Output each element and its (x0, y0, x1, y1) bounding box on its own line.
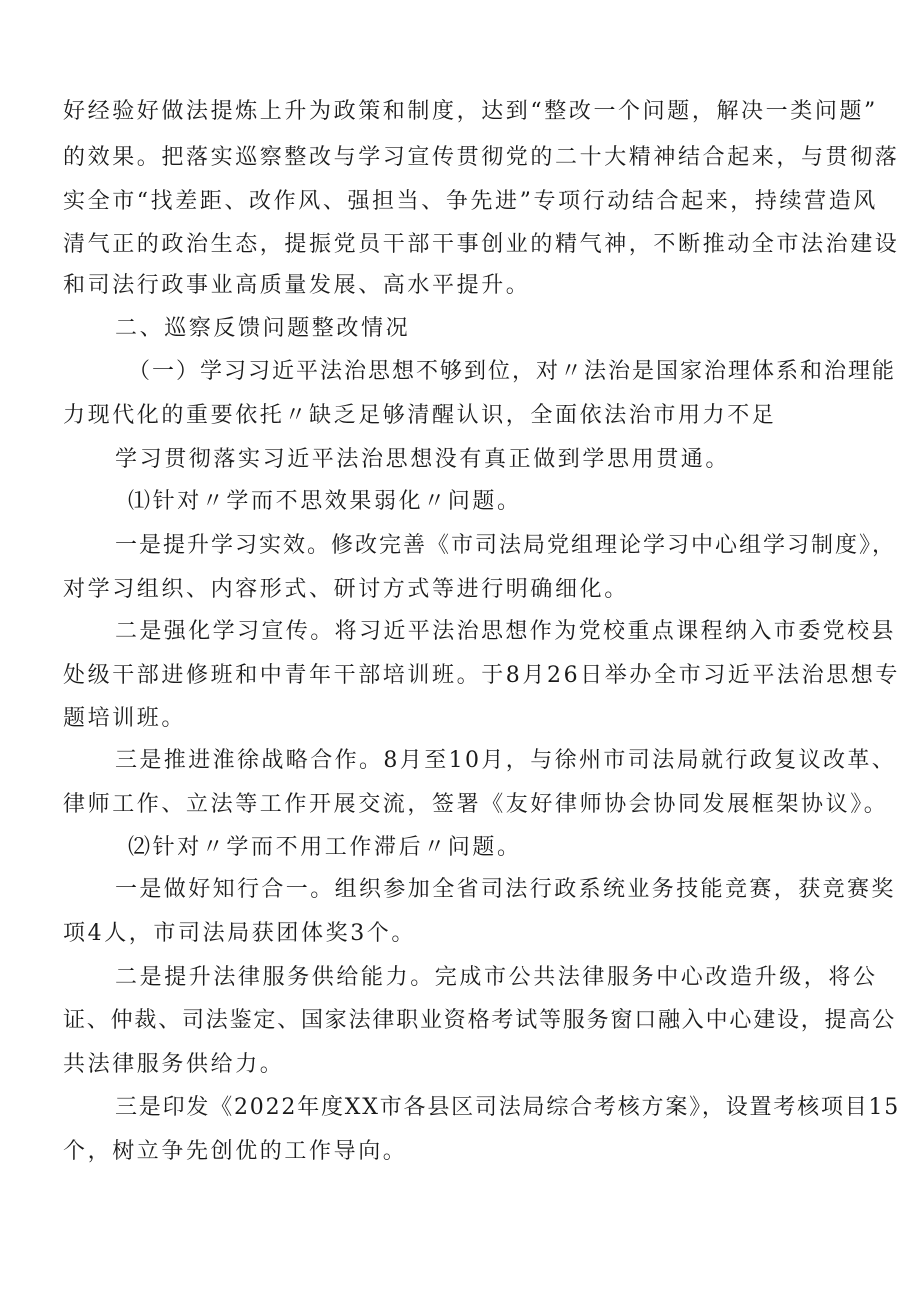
item-heading: ⑴针对〃学而不思效果弱化〃问题。 (128, 489, 522, 514)
paragraph-line: 律师工作、立法等工作开展交流，签署《友好律师协会协同发展框架协议》。 (63, 792, 889, 817)
paragraph-line: 实全市“找差距、改作风、强担当、争先进”专项行动结合起来，持续营造风 (63, 189, 878, 214)
paragraph-line: 对学习组织、内容形式、研讨方式等进行明确细化。 (63, 577, 629, 602)
paragraph-line: 的效果。把落实巡察整改与学习宣传贯彻党的二十大精神结合起来，与贯彻落 (63, 145, 900, 170)
paragraph-line: 清气正的政治生态，提振党员干部干事创业的精气神，不断推动全市法治建设 (63, 232, 900, 257)
subsection-heading: 力现代化的重要依托〃缺乏足够清醒认识，全面依法治市用力不足 (63, 403, 777, 428)
item-heading: ⑵针对〃学而不用工作滞后〃问题。 (128, 835, 522, 860)
paragraph-line: 好经验好做法提炼上升为政策和制度，达到“整改一个问题，解决一类问题” (63, 99, 878, 124)
paragraph-line: 三是推进淮徐战略合作。8月至10月，与徐州市司法局就行政复议改革、 (115, 748, 897, 773)
paragraph-line: 和司法行政事业高质量发展、高水平提升。 (63, 273, 531, 298)
paragraph-line: 处级干部进修班和中青年干部培训班。于8月26日举办全市习近平法治思想专 (63, 663, 900, 688)
paragraph-line: 一是做好知行合一。组织参加全省司法行政系统业务技能竞赛，获竞赛奖 (115, 877, 896, 902)
paragraph-line: 共法律服务供给力。 (63, 1052, 285, 1077)
section-heading: 二、巡察反馈问题整改情况 (115, 316, 411, 341)
paragraph-line: 题培训班。 (63, 706, 187, 731)
paragraph-line: 二是提升法律服务供给能力。完成市公共法律服务中心改造升级，将公 (115, 965, 878, 990)
paragraph-line: 学习贯彻落实习近平法治思想没有真正做到学思用贯通。 (115, 447, 731, 472)
paragraph-line: 证、仲裁、司法鉴定、国家法律职业资格考试等服务窗口融入中心建设，提高公 (63, 1008, 897, 1033)
paragraph-line: 三是印发《2022年度XX市各县区司法局综合考核方案》，设置考核项目15 (115, 1095, 901, 1120)
paragraph-line: 个，树立争先创优的工作导向。 (63, 1139, 408, 1164)
paragraph-line: 二是强化学习宣传。将习近平法治思想作为党校重点课程纳入市委党校县 (115, 619, 896, 644)
paragraph-line: 项4人，市司法局获团体奖3个。 (63, 921, 416, 946)
paragraph-line: 一是提升学习实效。修改完善《市司法局党组理论学习中心组学习制度》， (115, 533, 897, 558)
subsection-heading: （一）学习习近平法治思想不够到位，对〃法治是国家治理体系和治理能 (128, 359, 897, 384)
